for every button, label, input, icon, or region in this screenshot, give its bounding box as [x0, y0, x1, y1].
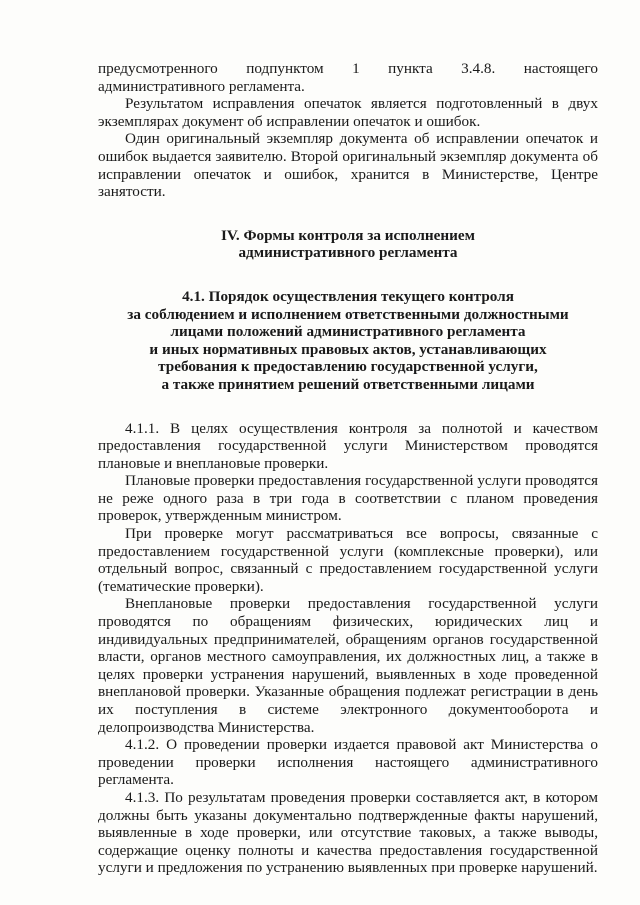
- intro-line-2: административного регламента.: [98, 77, 305, 95]
- intro-line-1: предусмотренного подпунктом 1 пункта 3.4.8. настоящего: [98, 60, 598, 77]
- subsection-title-line-6: а также принятием решений ответственными лицами: [161, 375, 535, 393]
- subsection-title-line-4: и иных нормативных правовых актов, устанавливающих: [149, 340, 547, 358]
- subsection-title-line-3: лицами положений административного регламента: [170, 323, 526, 341]
- document-body: [98, 60, 598, 877]
- paragraph-check-scope: При проверке могут рассматриваться все вопросы, связанные с предоставлением государственной услуги (комплексные проверки), или отдельный вопрос, связанный с предоставлением государственной услуги (тематические проверки).: [98, 525, 598, 595]
- paragraph-unplanned-checks: Внеплановые проверки предоставления государственной услуги проводятся по обращениям физических, юридических лиц и индивидуальных предпринимателей, обращениям органов государственной власти, органов местного самоуправления, их должностных лиц, а также в целях проверки устранения нарушений, выявленных в ходе проведенной внеплановой проверки. Указанные обращения подлежат регистрации в день их поступления в системе электронного документооборота и делопроизводства Министерства.: [98, 595, 598, 736]
- section-title-line-2: административного регламента: [238, 244, 458, 262]
- paragraph-original: Один оригинальный экземпляр документа об исправлении опечаток и ошибок выдается заявителю. Второй оригинальный экземпляр документа об исправлении опечаток и ошибок, хранится в Министерстве, Центре занятости.: [98, 130, 598, 201]
- paragraph-4-1-2: 4.1.2. О проведении проверки издается правовой акт Министерства о проведении проверки исполнения настоящего административного регламента.: [98, 736, 598, 789]
- paragraph-planned-checks: Плановые проверки предоставления государственной услуги проводятся не реже одного раза в три года в соответствии с планом проведения проверок, утвержденным министром.: [98, 472, 598, 525]
- section-title-line-1: IV. Формы контроля за исполнением: [220, 226, 475, 244]
- section-title: [98, 227, 598, 262]
- paragraph-result: Результатом исправления опечаток является подготовленный в двух экземплярах документ об исправлении опечаток и ошибок.: [98, 95, 598, 130]
- subsection-title-line-5: требования к предоставлению государственной услуги,: [158, 358, 538, 376]
- paragraph-4-1-3: 4.1.3. По результатам проведения проверки составляется акт, в котором должны быть указаны документально подтвержденные факты нарушений, выявленные в ходе проверки, или отсутствие таковых, а также выводы, содержащие оценку полноты и качества предоставления государственной услуги и предложения по устранению выявленных при проверке нарушений.: [98, 788, 598, 877]
- subsection-title: [98, 288, 598, 394]
- paragraph-4-1-1: 4.1.1. В целях осуществления контроля за полнотой и качеством предоставления государственной услуги Министерством проводятся плановые и внеплановые проверки.: [98, 419, 598, 472]
- subsection-title-line-2: за соблюдением и исполнением ответственными должностными: [127, 305, 569, 323]
- subsection-title-line-1: 4.1. Порядок осуществления текущего контроля: [182, 287, 514, 305]
